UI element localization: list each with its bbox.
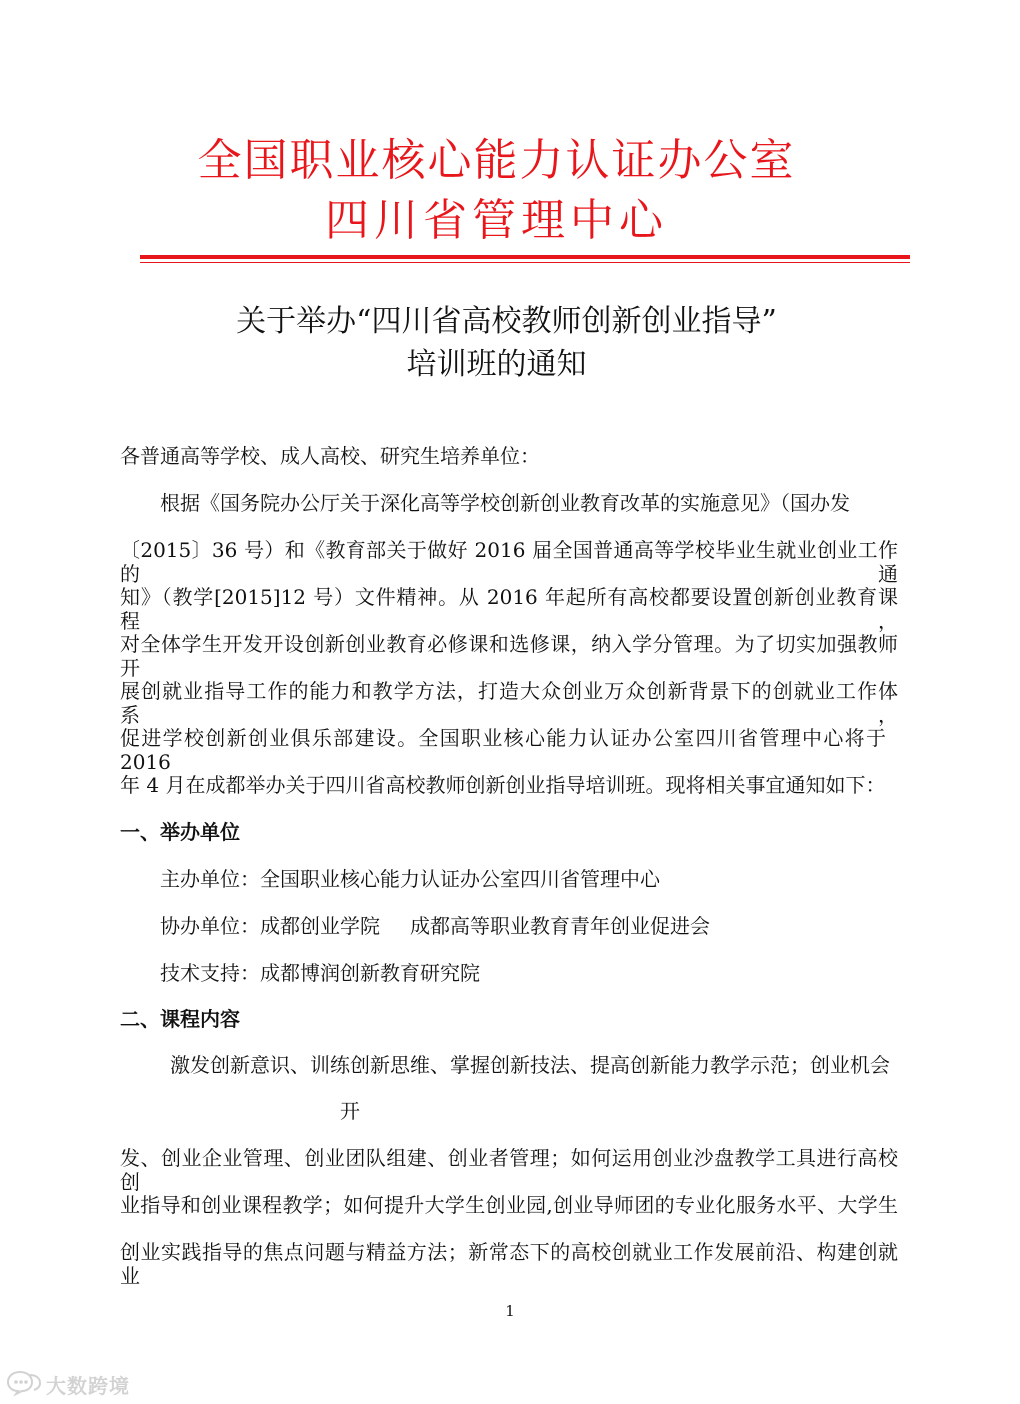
technical-support: 技术支持：成都博润创新教育研究院 (160, 961, 480, 985)
course-line: 激发创新意识、训练创新思维、掌握创新技法、提高创新能力教学示范；创业机会 (170, 1053, 890, 1077)
co-host-unit-2: 成都高等职业教育青年创业促进会 (410, 914, 710, 938)
speech-bubble-logo-icon (6, 1369, 42, 1399)
co-host-unit-1: 协办单位：成都创业学院 (160, 914, 380, 938)
notice-title-line-2: 培训班的通知 (406, 347, 587, 382)
paragraph-line: 展创就业指导工作的能力和教学方法，打造大众创业万众创新背景下的创就业工作体系， (120, 679, 898, 727)
watermark (6, 1370, 130, 1398)
section-heading-course-content: 二、课程内容 (120, 1007, 240, 1031)
paragraph-line: 对全体学生开发开设创新创业教育必修课和选修课，纳入学分管理。为了切实加强教师开 (120, 632, 898, 680)
paragraph-line: 年 4 月在成都举办关于四川省高校教师创新创业指导培训班。现将相关事宜通知如下： (120, 773, 886, 797)
paragraph-line: 知》（教学[2015]12 号）文件精神。从 2016 年起所有高校都要设置创新创业教育课程， (120, 585, 898, 633)
page-number: 1 (505, 1302, 515, 1320)
paragraph-line: 促进学校创新创业俱乐部建设。全国职业核心能力认证办公室四川省管理中心将于 2016 (120, 726, 886, 774)
notice-title-line-1: 关于举办“四川省高校教师创新创业指导” (236, 304, 777, 339)
watermark-text: 大数跨境 (46, 1373, 130, 1398)
letterhead-line-2: 四川省管理中心 (325, 195, 668, 246)
letterhead-rule-thin (140, 262, 910, 263)
paragraph-line: 根据《国务院办公厅关于深化高等学校创新创业教育改革的实施意见》（国办发 (160, 491, 850, 515)
letterhead-line-1: 全国职业核心能力认证办公室 (197, 135, 796, 186)
host-unit: 主办单位：全国职业核心能力认证办公室四川省管理中心 (160, 867, 660, 891)
course-line: 创业实践指导的焦点问题与精益方法；新常态下的高校创就业工作发展前沿、构建创就业 (120, 1240, 898, 1288)
course-line: 业指导和创业课程教学；如何提升大学生创业园,创业导师团的专业化服务水平、大学生 (120, 1193, 898, 1217)
paragraph-line: 〔2015〕36 号）和《教育部关于做好 2016 届全国普通高等学校毕业生就业创业工作的通 (120, 538, 898, 586)
section-heading-organizers: 一、举办单位 (120, 820, 240, 844)
salutation: 各普通高等学校、成人高校、研究生培养单位： (120, 444, 540, 468)
course-line: 开 (340, 1099, 360, 1123)
letterhead-rule-thick (140, 255, 910, 259)
course-line: 发、创业企业管理、创业团队组建、创业者管理；如何运用创业沙盘教学工具进行高校创 (120, 1146, 898, 1194)
